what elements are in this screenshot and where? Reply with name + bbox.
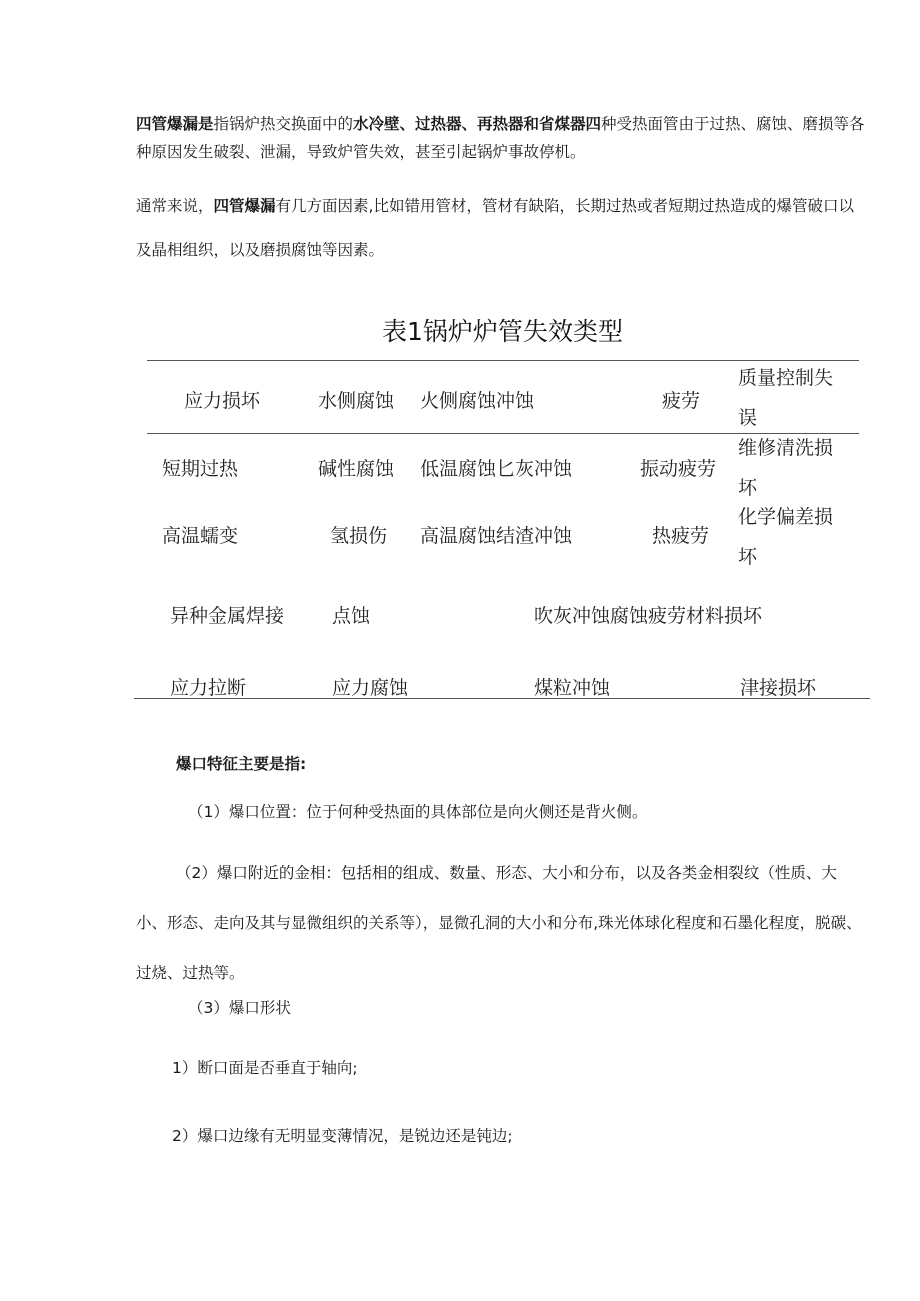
intro-paragraph-1 [136,110,866,166]
table-cell: 应力拉断 [170,677,247,699]
table-cell: 煤粒冲蚀 [534,677,611,699]
table-cell: 高温腐蚀结渣冲蚀 [420,525,573,547]
table-cell: 吹灰冲蚀腐蚀疲劳材料损坏 [534,605,763,627]
table-cell: 低温腐蚀匕灰冲蚀 [420,458,573,480]
table-cell: 点蚀 [332,605,371,627]
term-heating-surfaces: 水冷壁、过热器、再热器和省煤器四 [353,115,602,133]
table-title: 表1锅炉炉管失效类型 [382,317,623,346]
header-cell: 水侧腐蚀 [318,390,395,412]
header-cell: 质量控制失误 [738,367,834,429]
feature-subitem-1: 1）断口面是否垂直于轴向; [172,1059,358,1077]
feature-item-1: （1）爆口位置：位于何种受热面的具体部位是向火侧还是背火侧。 [188,803,648,821]
intro-text: 指锅炉热交换面中的 [213,115,354,133]
header-cell: 火侧腐蚀冲蚀 [420,390,535,412]
header-cell: 应力损坏 [184,390,261,412]
table-cell: 短期过热 [162,458,239,480]
intro-text: 通常来说， [136,197,214,215]
table-cell: 异种金属焊接 [170,605,285,627]
table-cell: 氢损伤 [330,525,388,547]
table-cell: 化学偏差损坏 [738,506,834,568]
table-cell: 维修清洗损坏 [738,437,834,499]
table-cell: 热疲劳 [652,525,710,547]
intro-paragraph-2 [136,184,866,272]
table-cell: 高温蠕变 [162,525,239,547]
term-four-tube-leak: 四管爆漏 [213,197,276,215]
table-cell: 应力腐蚀 [332,677,409,699]
feature-subitem-2: 2）爆口边缘有无明显变薄情况，是锐边还是钝边; [172,1127,513,1145]
term-four-tube-leak: 四管爆漏是 [136,115,214,133]
feature-item-3: （3）爆口形状 [188,999,291,1017]
intro-text: 种受热面管由于过热、腐蚀、磨损等各种原因发生破裂、泄漏，导致炉管失效，甚至引起锅炉事故停机。 [136,115,865,161]
intro-text: 有几方面因素,比如错用管材，管材有缺陷，长期过热或者短期过热造成的爆管破口以及晶相组织，以及磨损腐蚀等因素。 [136,197,854,259]
table-cell: 碱性腐蚀 [318,458,395,480]
section-heading: 爆口特征主要是指: [176,755,307,773]
table-cell: 振动疲劳 [640,458,717,480]
header-cell: 疲劳 [662,390,701,412]
table-cell: 津接损坏 [740,677,817,699]
feature-item-2: （2）爆口附近的金相：包括相的组成、数量、形态、大小和分布，以及各类金相裂纹（性质、大小、形态、走向及其与显微组织的关系等），显微孔洞的大小和分布,珠光体球化程度和石墨化程度，脱碳、过烧、过热等。 [136,864,862,982]
